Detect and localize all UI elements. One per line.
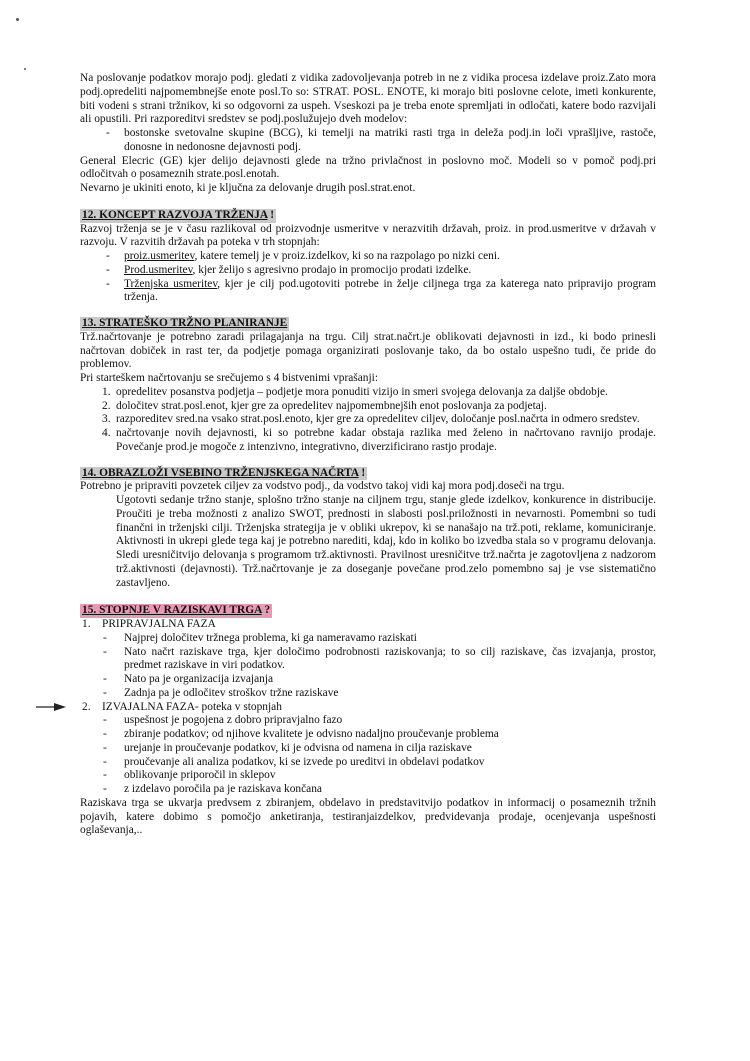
scan-speck	[24, 68, 26, 70]
section-12-list	[80, 250, 656, 305]
section-13-questions-intro: Pri starteškem načrtovanju se srečujemo s 4 bistvenimi vprašanji:	[80, 372, 378, 384]
section-heading-15	[80, 604, 272, 618]
section-title: 13. STRATEŠKO TRŽNO PLANIRANJE	[82, 317, 288, 329]
intro-paragraph-3: Nevarno je ukiniti enoto, ki je ključna za delovanje drugih posl.strat.enot.	[80, 182, 416, 194]
section-13-body: Trž.načrtovanje je potrebno zaradi prilagajanja na trgu. Cilj strat.načrt.je oblikovati dejavnosti in izd., ki bodo prinesli načrtovan dobiček in rast ter, da podjetje pomaga organizirati poslovanje tako, da bo ostalo uspešno tudi, če pride do problemov.	[80, 330, 656, 371]
list-item: - Nato pa je organizacija izvajanja	[80, 673, 656, 687]
phase-label: IZVAJALNA FAZA- poteka v stopnjah	[102, 700, 282, 713]
section-heading-14	[80, 467, 367, 481]
section-15-phases-2	[80, 701, 656, 715]
intro-paragraph: Na poslovanje podatkov morajo podj. gledati z vidika zadovoljevanja potreb in ne z vidika procesa izdelave proiz.Zato mora podj.opredeliti najpomembnejše enote posl.To so: STRAT. POSL. ENOTE, ki morajo biti poslovne celote, imeti konkurente, biti vodeni s strani tržnikov, ki so odgovorni za uspeh. Vseskozi pa je treba enote spremljati in odločati, katere bodo razvijali ali opustili. Pri razporeditvi sredstev se podj.poslužujejo dveh modelov:	[80, 72, 656, 126]
section-title: 12. KONCEPT RAZVOJA TRŽENJA	[82, 208, 268, 221]
term: Trženjska usmeritev	[124, 277, 218, 290]
section-heading-13	[80, 317, 289, 331]
phase-1-list	[80, 632, 656, 701]
term: proiz.usmeritev	[124, 250, 195, 262]
intro-paragraph-2: General Elecric (GE) kjer delijo dejavnosti glede na tržno privlačnost in poslovno moč. Modeli so v pomoč podj.pri odločitvah o posameznih strate.posl.enotah.	[80, 154, 656, 181]
list-item	[80, 278, 656, 306]
list-item: - uspešnost je pogojena z dobro pripravjalno fazo	[80, 714, 656, 728]
term: Prod.usmeritev	[124, 263, 193, 276]
section-title: 15. STOPNJE V RAZISKAVI TRGA	[82, 604, 262, 617]
section-14-first-line: Potrebno je pripraviti povzetek ciljev za vodstvo podj., da vodstvo takoj vidi kaj mora podj.doseči na trgu.	[80, 480, 565, 493]
section-14-body: Ugotovti sedanje tržno stanje, splošno tržno stanje na ciljnem trgu, stanje glede izdelkov, konkurence in distribucije. Proučiti je treba možnosti z analizo SWOT, prednosti in slabosti posl.priložnosti in nevarnosti. Pomembni so tudi finančni in trženjski cilji. Trženjska strategija je v obliki ukrepov, ki se nanašajo na trž.poti, reklame, komuniciranje. Aktivnosti in ukrepi glede tega kaj je potrebno narediti, kdaj, kdo in koliko bo izvedba stala so v programu delovanja. Sledi uresničitvijo delovanja s programom trž.aktivnosti. Pravilnost uresničitve trž.načrta je zagotovljena z nadzorom trž.aktivnosti (dejavnosti). Trž.načrtovanje je za doseganje povečane prod.zelo pomembno saj je vse sistematično zastavljeno.	[116, 494, 656, 589]
list-item: - oblikovanje priporočil in sklepov	[80, 769, 656, 783]
list-item: 1. opredelitev posanstva podjetja – podjetje mora ponuditi vizijo in smeri svojega delovanja za daljše obdobje.	[102, 385, 608, 398]
list-item: - bostonske svetovalne skupine (BCG), ki temelji na matriki rasti trga in deleža podj.in loči vprašljive, rastoče, donosne in nedonosne dejavnosti podj.	[80, 127, 656, 155]
term-rest: , katere temelj je v proiz.izdelkov, ki so na razpolago po nizki ceni.	[194, 250, 500, 262]
list-item: - z izdelavo poročila pa je raziskava končana	[80, 783, 656, 797]
section-13-list	[80, 386, 656, 455]
list-item: 4. načrtovanje novih dejavnosti, ki so potrebne kadar obstaja razlika med želeno in načrtovano ravnijo prodaje. Povečanje prod.je mogoče z intenzivno, integrativno, diverzificirano rastjo prodaje.	[102, 427, 656, 453]
section-title: 14. OBRAZLOŽI VSEBINO TRŽENJSKEGA NAČRTA	[82, 466, 359, 479]
section-15-phases	[80, 618, 656, 632]
list-item: 2. določitev strat.posl.enot, kjer gre za opredelitev najpomembnejših enot poslovanja za podjetaj.	[102, 399, 547, 412]
list-item: - urejanje in proučevanje podatkov, ki je odvisna od namena in cilja raziskave	[80, 742, 656, 756]
section-heading-12	[80, 209, 276, 223]
list-item: - proučevanje ali analiza podatkov, ki se izvede po ureditvi in obdelavi podatkov	[80, 756, 656, 770]
scan-speck	[16, 18, 19, 21]
phase-item: 1. PRIPRAVJALNA FAZA	[82, 618, 216, 630]
section-15-closing: Raziskava trga se ukvarja predvsem z zbiranjem, obdelavo in predstavitvijo podatkov in informacij o posameznih tržnih pojavih, katere dobimo s pomočjo anketiranja, testiranjaizdelkov, predvidevanja prodaje, ocenjevanja uspešnosti oglaševanja,..	[80, 796, 656, 837]
list-item: - Najprej določitev tržnega problema, ki ga nameravamo raziskati	[80, 632, 656, 646]
list-item: - zbiranje podatkov; od njihove kvalitete je odvisno nadaljno proučevanje problema	[80, 728, 656, 742]
phase-label: PRIPRAVJALNA FAZA	[102, 618, 216, 630]
term-rest: , kjer je cilj pod.ugotoviti potrebe in želje ciljnega trga za katerega nato pripravijo program trženja.	[124, 277, 656, 304]
list-item: - Zadnja pa je odločitev stroškov tržne raziskave	[80, 687, 656, 701]
document-page	[80, 72, 656, 838]
phase-2-list	[80, 714, 656, 797]
intro-list	[80, 127, 656, 155]
term-rest: , kjer želijo s agresivno prodajo in promocijo prodati izdelke.	[192, 263, 472, 276]
phase-item: 2. IZVAJALNA FAZA- poteka v stopnjah	[82, 700, 282, 713]
arrow-right-icon	[36, 703, 66, 711]
section-12-body: Razvoj trženja se je v času razlikoval od proizvodnje usmeritve v nerazvitih državah, proiz. in prod.usmeritve v državah v razvoju. V razvitih državah pa poteka v trh stopnjah:	[80, 222, 656, 249]
list-item: 3. razporeditev sred.na vsako strat.posl.enoto, kjer gre za opredelitev ciljev, določanje posl.načrta in odmero sredstev.	[102, 413, 640, 426]
section-mark: !	[361, 466, 366, 479]
list-item	[80, 250, 656, 264]
section-mark: ?	[264, 604, 271, 617]
list-item: - Nato načrt raziskave trga, kjer določimo podrobnosti raziskovanja; to so cilj raziskave, čas izvajanja, prostor, predmet raziskave in viri podatkov.	[80, 646, 656, 674]
section-mark: !	[270, 208, 275, 221]
list-item	[80, 264, 656, 278]
